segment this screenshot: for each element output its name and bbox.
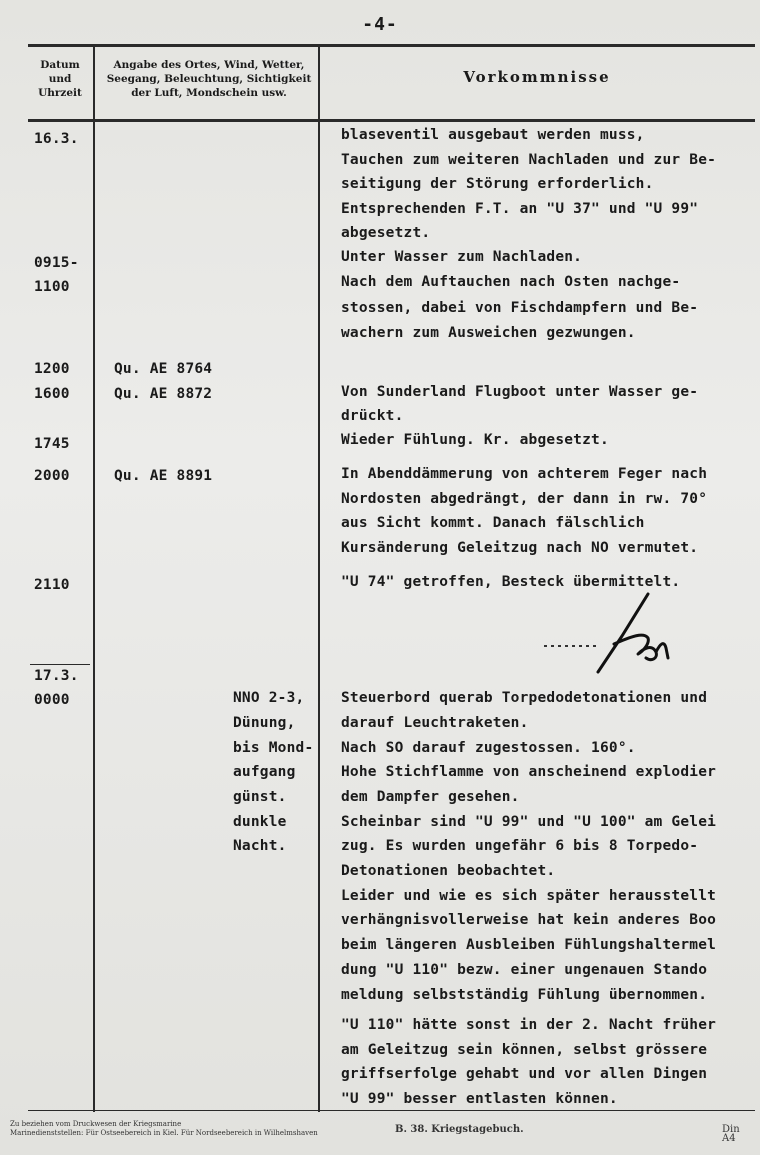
entry-text: "U 74" getroffen, Besteck übermittelt. (341, 574, 681, 590)
handwritten-signature (540, 592, 690, 682)
entry-text: am Geleitzug sein können, selbst grössere (341, 1042, 708, 1058)
entry-text: stossen, dabei von Fischdampfern und Be- (341, 300, 699, 316)
entry-time: 2110 (34, 577, 70, 593)
entry-time: 1600 (34, 386, 70, 402)
header-bottom-rule (28, 119, 755, 122)
header-date-time: Datum und Uhrzeit (38, 59, 82, 99)
entry-text: darauf Leuchtraketen. (341, 715, 529, 731)
entry-position: Qu. AE 8872 (114, 386, 213, 402)
entry-text: wachern zum Ausweichen gezwungen. (341, 325, 636, 341)
entry-position: Qu. AE 8891 (114, 468, 213, 484)
entry-weather: Dünung, (233, 715, 296, 731)
entry-time: 1200 (34, 361, 70, 377)
entry-weather: günst. (233, 789, 287, 805)
entry-weather: bis Mond- (233, 740, 314, 756)
footer-supplier: Zu beziehen vom Druckwesen der Kriegsmarine (10, 1120, 182, 1128)
entry-time: 1745 (34, 436, 70, 452)
entry-text: Detonationen beobachtet. (341, 863, 556, 879)
entry-text: beim längeren Ausbleiben Fühlungshaltermel (341, 937, 717, 953)
entry-text: Nordosten abgedrängt, der dann in rw. 70° (341, 491, 708, 507)
entry-text: Unter Wasser zum Nachladen. (341, 249, 583, 265)
entry-time: 0000 (34, 692, 70, 708)
table-top-rule (28, 44, 755, 47)
entry-text: Tauchen zum weiteren Nachladen und zur Be- (341, 152, 717, 168)
header-location-weather: Angabe des Ortes, Wind, Wetter, Seegang, Beleuchtung, Sichtigkeit der Luft, Mondschein usw. (106, 59, 312, 99)
footer-paper-format: Din A4 (722, 1124, 740, 1144)
entry-text: dem Dampfer gesehen. (341, 789, 520, 805)
footer-form-code: B. 38. Kriegstagebuch. (395, 1124, 524, 1135)
page-number: -4- (362, 14, 398, 35)
entry-text: Steuerbord querab Torpedodetonationen und (341, 690, 708, 706)
entry-text: "U 99" besser entlasten können. (341, 1091, 618, 1107)
entry-text: abgesetzt. (341, 225, 431, 241)
entry-text: Hohe Stichflamme von anscheinend explodier (341, 764, 717, 780)
entry-text: aus Sicht kommt. Danach fälschlich (341, 515, 645, 531)
entry-text: drückt. (341, 408, 404, 424)
table-bottom-rule (28, 1110, 755, 1111)
entry-time: 2000 (34, 468, 70, 484)
entry-text: "U 110" hätte sonst in der 2. Nacht früher (341, 1017, 717, 1033)
entry-text: dung "U 110" bezw. einer ungenauen Stando (341, 962, 708, 978)
entry-text: griffserfolge gehabt und vor allen Dingen (341, 1066, 708, 1082)
entry-weather: NNO 2-3, (233, 690, 305, 706)
entry-text: Kursänderung Geleitzug nach NO vermutet. (341, 540, 699, 556)
entry-weather: dunkle (233, 814, 287, 830)
entry-text: meldung selbstständig Fühlung übernommen. (341, 987, 708, 1003)
entry-date: 17.3. (34, 668, 79, 684)
entry-text: Von Sunderland Flugboot unter Wasser ge- (341, 384, 699, 400)
entry-time: 1100 (34, 279, 70, 295)
entry-text: Nach dem Auftauchen nach Osten nachge- (341, 274, 681, 290)
entry-text: In Abenddämmerung von achterem Feger nach (341, 466, 708, 482)
entry-text: Entsprechenden F.T. an "U 37" und "U 99" (341, 201, 699, 217)
entry-text: Wieder Fühlung. Kr. abgesetzt. (341, 432, 609, 448)
header-events: Vorkommnisse (463, 68, 611, 86)
column-divider-1 (93, 44, 95, 1112)
entry-text: seitigung der Störung erforderlich. (341, 176, 654, 192)
footer-distribution: Marinedienststellen: Für Ostseebereich in Kiel. Für Nordseebereich in Wilhelmshaven (10, 1129, 318, 1137)
entry-text: verhängnisvollerweise hat kein anderes Boo (341, 912, 717, 928)
entry-text: Nach SO darauf zugestossen. 160°. (341, 740, 636, 756)
entry-text: zug. Es wurden ungefähr 6 bis 8 Torpedo- (341, 838, 699, 854)
entry-position: Qu. AE 8764 (114, 361, 213, 377)
entry-text: blaseventil ausgebaut werden muss, (341, 127, 645, 143)
entry-weather: Nacht. (233, 838, 287, 854)
form-footer (10, 1120, 755, 1144)
entry-time: 0915- (34, 255, 79, 271)
entry-weather: aufgang (233, 764, 296, 780)
day-separator-rule (30, 664, 90, 665)
entry-text: Scheinbar sind "U 99" und "U 100" am Gelei (341, 814, 717, 830)
entry-text: Leider und wie es sich später herausstellt (341, 888, 717, 904)
column-divider-2 (318, 44, 320, 1112)
entry-date: 16.3. (34, 131, 79, 147)
